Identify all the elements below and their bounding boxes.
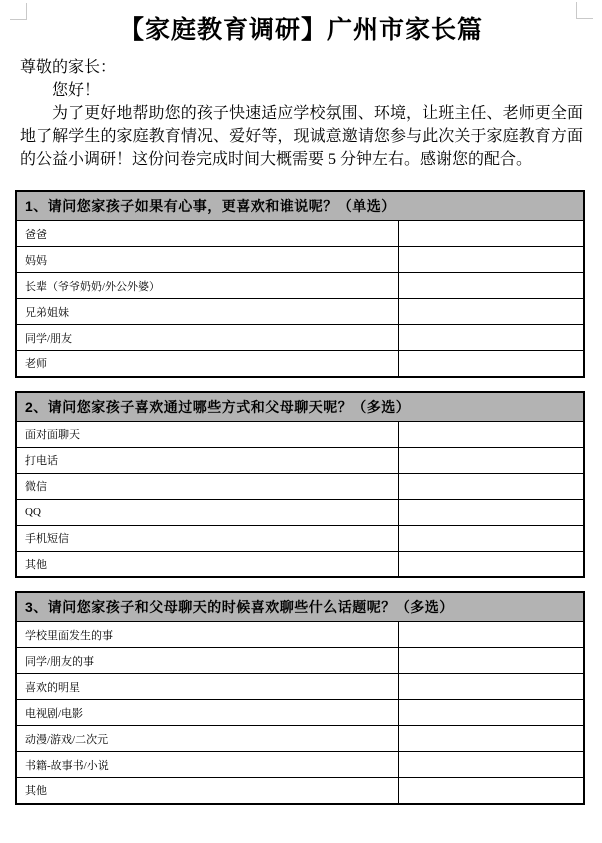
option-label: 同学/朋友的事 <box>16 648 398 674</box>
option-row <box>16 752 584 778</box>
option-row <box>16 700 584 726</box>
answer-cell[interactable] <box>398 351 584 377</box>
option-row <box>16 648 584 674</box>
greeting-line: 尊敬的家长： <box>20 59 117 76</box>
option-row <box>16 622 584 648</box>
option-row <box>16 273 584 299</box>
answer-cell[interactable] <box>398 221 584 247</box>
question-table-3 <box>15 591 585 805</box>
answer-cell[interactable] <box>398 473 584 499</box>
option-label: 老师 <box>16 351 398 377</box>
answer-cell[interactable] <box>398 499 584 525</box>
option-label: 书籍-故事书/小说 <box>16 752 398 778</box>
option-label: 其他 <box>16 778 398 804</box>
question-table-1 <box>15 190 585 378</box>
answer-cell[interactable] <box>398 648 584 674</box>
answer-cell[interactable] <box>398 299 584 325</box>
option-row <box>16 778 584 804</box>
option-row <box>16 325 584 351</box>
answer-cell[interactable] <box>398 752 584 778</box>
question-1-header: 1、请问您家孩子如果有心事，更喜欢和谁说呢？（单选） <box>16 191 584 221</box>
option-label: 电视剧/电影 <box>16 700 398 726</box>
option-row <box>16 221 584 247</box>
option-label: 同学/朋友 <box>16 325 398 351</box>
question-3-header: 3、请问您家孩子和父母聊天的时候喜欢聊些什么话题呢？（多选） <box>16 592 584 622</box>
option-label: QQ <box>16 499 398 525</box>
answer-cell[interactable] <box>398 778 584 804</box>
answer-cell[interactable] <box>398 273 584 299</box>
page-title: 【家庭教育调研】广州市家长篇 <box>118 17 483 44</box>
option-label: 长辈（爷爷奶奶/外公外婆） <box>16 273 398 299</box>
option-label: 其他 <box>16 551 398 577</box>
option-row <box>16 525 584 551</box>
answer-cell[interactable] <box>398 447 584 473</box>
option-row <box>16 473 584 499</box>
option-label: 打电话 <box>16 447 398 473</box>
answer-cell[interactable] <box>398 247 584 273</box>
option-row <box>16 299 584 325</box>
option-label: 微信 <box>16 473 398 499</box>
question-table-2 <box>15 391 585 579</box>
option-label: 妈妈 <box>16 247 398 273</box>
option-label: 手机短信 <box>16 525 398 551</box>
question-2-header: 2、请问您家孩子喜欢通过哪些方式和父母聊天呢？（多选） <box>16 392 584 422</box>
answer-cell[interactable] <box>398 551 584 577</box>
option-label: 喜欢的明星 <box>16 674 398 700</box>
intro-section <box>20 56 583 171</box>
answer-cell[interactable] <box>398 700 584 726</box>
answer-cell[interactable] <box>398 726 584 752</box>
option-row <box>16 351 584 377</box>
option-row <box>16 421 584 447</box>
answer-cell[interactable] <box>398 525 584 551</box>
option-label: 面对面聊天 <box>16 421 398 447</box>
intro-paragraph: 为了更好地帮助您的孩子快速适应学校氛围、环境，让班主任、老师更全面地了解学生的家庭教育情况、爱好等，现诚意邀请您参与此次关于家庭教育方面的公益小调研！这份问卷完成时间大概需要 5 分钟左右。感谢您的配合。 <box>20 105 583 168</box>
option-row <box>16 726 584 752</box>
answer-cell[interactable] <box>398 421 584 447</box>
option-label: 学校里面发生的事 <box>16 622 398 648</box>
option-row <box>16 247 584 273</box>
answer-cell[interactable] <box>398 325 584 351</box>
crop-mark-top-right-icon <box>576 2 593 19</box>
crop-mark-top-left-icon <box>10 3 27 20</box>
answer-cell[interactable] <box>398 622 584 648</box>
option-label: 动漫/游戏/二次元 <box>16 726 398 752</box>
answer-cell[interactable] <box>398 674 584 700</box>
option-row <box>16 447 584 473</box>
option-label: 兄弟姐妹 <box>16 299 398 325</box>
option-row <box>16 499 584 525</box>
salutation-line: 您好！ <box>52 82 101 99</box>
option-label: 爸爸 <box>16 221 398 247</box>
option-row <box>16 674 584 700</box>
option-row <box>16 551 584 577</box>
